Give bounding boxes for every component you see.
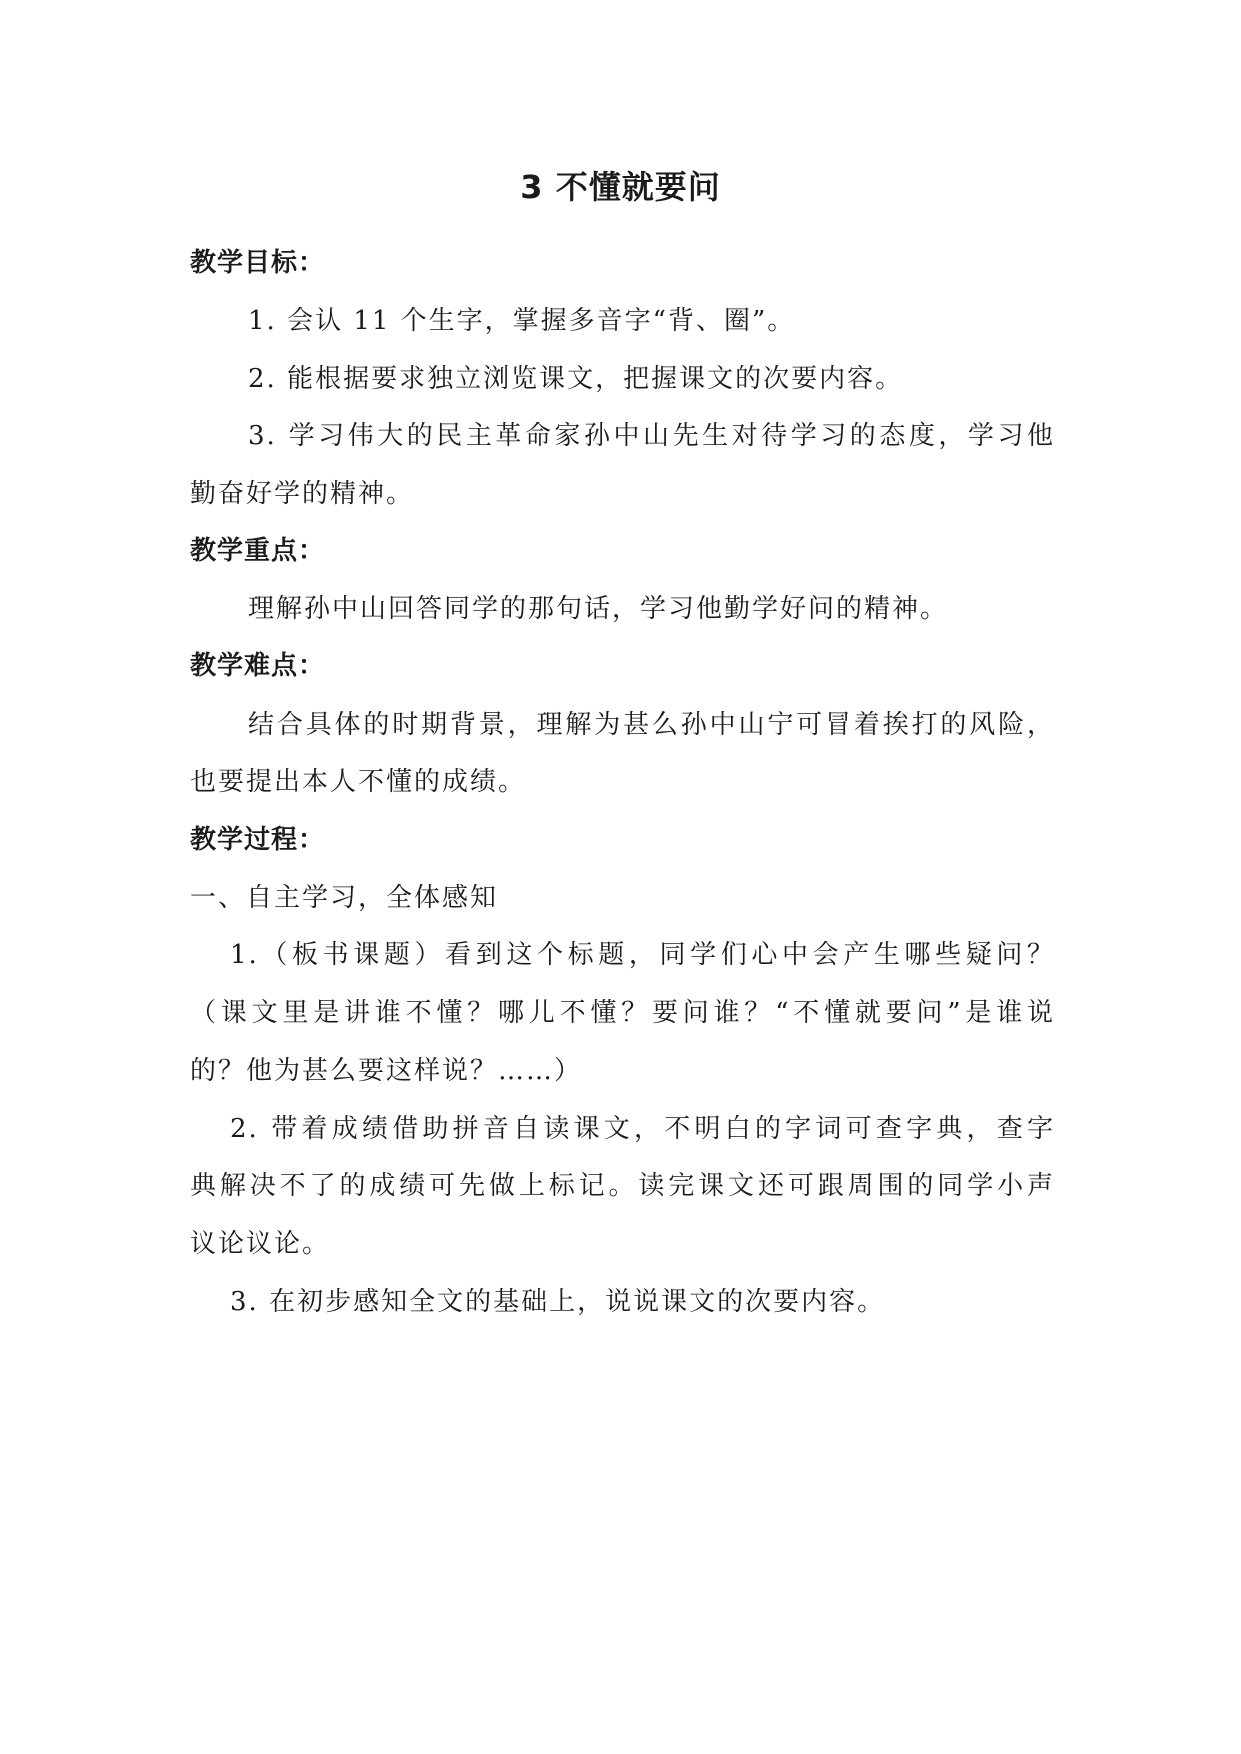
difficulty-item-1-continued: 也要提出本人不懂的成绩。: [190, 767, 527, 797]
process-item-1-line-3: 的？他为甚么要这样说？……）: [190, 1056, 583, 1086]
difficulty-item-1: 结合具体的时期背景，理解为甚么孙中山宁可冒着挨打的风险，: [248, 710, 1055, 740]
difficulties-heading: 教学难点：: [190, 651, 326, 681]
process-heading: 教学过程：: [190, 825, 326, 855]
lesson-title: 3 不懂就要问: [520, 168, 721, 206]
objective-item-3-continued: 勤奋好学的精神。: [190, 479, 415, 509]
process-step-heading-1: 一、自主学习，全体感知: [190, 883, 499, 913]
objective-item-3: 3. 学习伟大的民主革命家孙中山先生对待学习的态度，学习他: [248, 421, 1055, 451]
process-item-2-line-3: 议论议论。: [190, 1229, 331, 1259]
process-item-2: 2. 带着成绩借助拼音自读课文，不明白的字词可查字典，查字: [230, 1114, 1055, 1144]
process-item-3: 3. 在初步感知全文的基础上，说说课文的次要内容。: [230, 1287, 886, 1317]
key-points-heading: 教学重点：: [190, 536, 326, 566]
objective-item-2: 2. 能根据要求独立浏览课文，把握课文的次要内容。: [248, 364, 904, 394]
objective-item-1: 1. 会认 11 个生字，掌握多音字“背、圈”。: [248, 306, 796, 336]
process-item-2-line-2: 典解决不了的成绩可先做上标记。读完课文还可跟周围的同学小声: [190, 1171, 1055, 1201]
key-point-item-1: 理解孙中山回答同学的那句话，学习他勤学好问的精神。: [248, 594, 949, 624]
process-item-1: 1.（板书课题）看到这个标题，同学们心中会产生哪些疑问？: [230, 940, 1055, 970]
process-item-1-line-2: （课文里是讲谁不懂？哪儿不懂？要问谁？“不懂就要问”是谁说: [190, 998, 1055, 1028]
objectives-heading: 教学目标：: [190, 248, 326, 278]
